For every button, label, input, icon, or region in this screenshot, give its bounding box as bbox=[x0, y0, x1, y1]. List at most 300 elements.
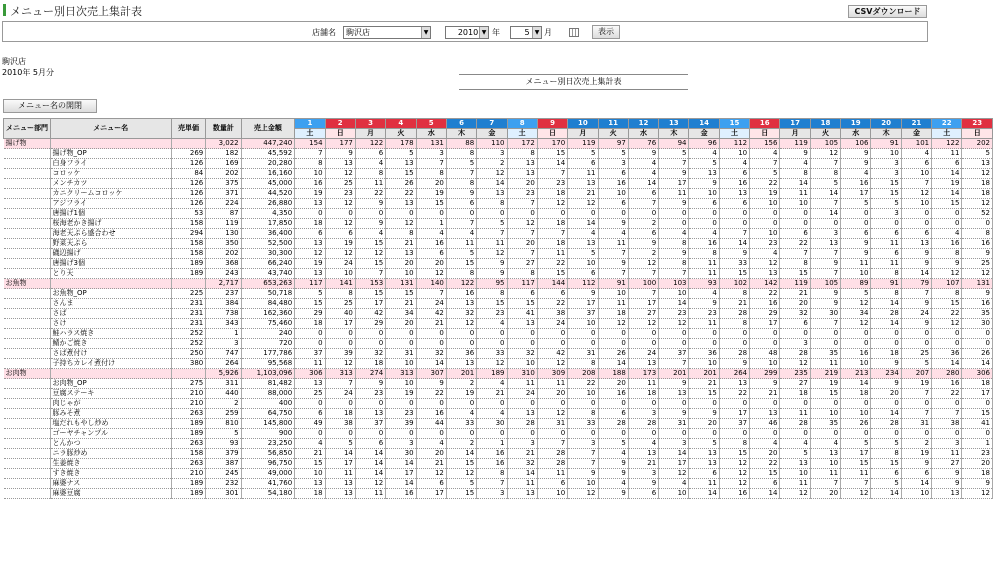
cell-day-value: 32 bbox=[355, 349, 385, 359]
cell-day-value: 4 bbox=[628, 169, 658, 179]
table-row bbox=[4, 249, 993, 259]
cell-day-value: 0 bbox=[659, 329, 689, 339]
cell-qty: 169 bbox=[206, 159, 241, 169]
cell-day-value: 14 bbox=[901, 479, 931, 489]
day-number-header: 16 bbox=[750, 119, 780, 129]
cell-day-value: 6 bbox=[901, 229, 931, 239]
cell-day-value: 117 bbox=[295, 279, 325, 289]
cell-day-value: 7 bbox=[507, 199, 537, 209]
cell-day-value: 17 bbox=[355, 299, 385, 309]
cell-day-value: 140 bbox=[416, 279, 446, 289]
cell-day-value: 0 bbox=[598, 209, 628, 219]
cell-day-value: 88 bbox=[446, 139, 476, 149]
cell-day-value: 10 bbox=[659, 489, 689, 499]
cell-day-value: 299 bbox=[750, 369, 780, 379]
cell-day-value: 11 bbox=[355, 489, 385, 499]
cell-price: 189 bbox=[171, 269, 205, 279]
cell-day-value: 5 bbox=[871, 199, 901, 209]
cell-day-value: 29 bbox=[295, 309, 325, 319]
cell-day-value: 0 bbox=[901, 399, 931, 409]
cell-day-value: 131 bbox=[386, 279, 416, 289]
cell-day-value: 3 bbox=[871, 159, 901, 169]
cell-day-value: 7 bbox=[477, 479, 507, 489]
cell-day-value: 16 bbox=[932, 379, 962, 389]
cell-day-value: 5 bbox=[901, 359, 931, 369]
cell-day-value: 14 bbox=[537, 159, 567, 169]
table-row bbox=[4, 199, 993, 209]
cell-price: 126 bbox=[171, 199, 205, 209]
day-number-header: 14 bbox=[689, 119, 719, 129]
cell-day-value: 11 bbox=[689, 479, 719, 489]
cell-day-value: 201 bbox=[446, 369, 476, 379]
month-select[interactable] bbox=[510, 26, 542, 39]
cell-day-value: 21 bbox=[416, 459, 446, 469]
cell-day-value: 7 bbox=[628, 269, 658, 279]
filter-bar bbox=[2, 21, 928, 42]
cell-day-value: 20 bbox=[962, 459, 993, 469]
cell-amount: 54,180 bbox=[241, 489, 295, 499]
cell-price: 263 bbox=[171, 439, 205, 449]
cell-day-value: 0 bbox=[416, 339, 446, 349]
cell-day-value: 12 bbox=[659, 469, 689, 479]
cell-day-value: 17 bbox=[416, 489, 446, 499]
table-row bbox=[4, 409, 993, 419]
cell-day-value: 142 bbox=[750, 279, 780, 289]
cell-day-value: 26 bbox=[962, 349, 993, 359]
cell-amount: 400 bbox=[241, 399, 295, 409]
cell-amount: 4,350 bbox=[241, 209, 295, 219]
cell-qty: 311 bbox=[206, 379, 241, 389]
cell-day-value: 7 bbox=[810, 199, 840, 209]
cell-day-value: 17 bbox=[659, 459, 689, 469]
cell-day-value: 173 bbox=[628, 369, 658, 379]
cell-day-value: 0 bbox=[750, 339, 780, 349]
weekday-header: 日 bbox=[962, 129, 993, 139]
cell-day-value: 3 bbox=[477, 149, 507, 159]
cell-day-value: 20 bbox=[507, 239, 537, 249]
cell-day-value: 11 bbox=[325, 469, 355, 479]
table-row bbox=[4, 439, 993, 449]
cell-day-value: 0 bbox=[962, 329, 993, 339]
cell-day-value: 14 bbox=[598, 359, 628, 369]
cell-day-value: 3 bbox=[780, 339, 810, 349]
cell-day-value: 0 bbox=[446, 329, 476, 339]
cell-day-value: 16 bbox=[416, 239, 446, 249]
cell-day-value: 14 bbox=[841, 379, 871, 389]
cell-day-value: 13 bbox=[386, 249, 416, 259]
cell-price: 269 bbox=[171, 149, 205, 159]
cell-day-value: 13 bbox=[325, 479, 355, 489]
cell-day-value: 11 bbox=[871, 259, 901, 269]
cell-day-value: 112 bbox=[719, 139, 749, 149]
cell-day-value: 96 bbox=[689, 139, 719, 149]
cell-name: アジフライ bbox=[50, 199, 171, 209]
cell-day-value: 0 bbox=[659, 209, 689, 219]
cell-day-value: 32 bbox=[507, 349, 537, 359]
day-number-header: 23 bbox=[962, 119, 993, 129]
cell-day-value: 13 bbox=[628, 359, 658, 369]
cell-day-value: 5 bbox=[750, 169, 780, 179]
header-qty: 数量計 bbox=[206, 119, 241, 139]
cell-dept bbox=[4, 379, 51, 389]
cell-price: 189 bbox=[171, 429, 205, 439]
sales-table bbox=[3, 118, 993, 499]
cell-day-value: 27 bbox=[628, 309, 658, 319]
table-row bbox=[4, 149, 993, 159]
cell-day-value: 141 bbox=[325, 279, 355, 289]
cell-day-value: 0 bbox=[416, 429, 446, 439]
cell-day-value: 107 bbox=[932, 279, 962, 289]
cell-day-value: 15 bbox=[446, 259, 476, 269]
cell-qty: 368 bbox=[206, 259, 241, 269]
cell-day-value: 16 bbox=[598, 179, 628, 189]
cell-day-value: 5 bbox=[386, 149, 416, 159]
cell-price: 210 bbox=[171, 399, 205, 409]
cell-day-value: 4 bbox=[659, 479, 689, 489]
cell-price: 231 bbox=[171, 319, 205, 329]
cell-day-value: 5 bbox=[568, 249, 598, 259]
cell-day-value: 9 bbox=[841, 149, 871, 159]
day-number-header: 4 bbox=[386, 119, 416, 129]
cell-price: 189 bbox=[171, 419, 205, 429]
cell-day-value: 18 bbox=[355, 359, 385, 369]
cell-day-value: 0 bbox=[689, 219, 719, 229]
cell-day-value: 4 bbox=[598, 229, 628, 239]
cell-day-value: 16 bbox=[750, 299, 780, 309]
weekday-header: 月 bbox=[780, 129, 810, 139]
table-row bbox=[4, 389, 993, 399]
weekday-header: 水 bbox=[416, 129, 446, 139]
weekday-header: 火 bbox=[598, 129, 628, 139]
cell-day-value: 112 bbox=[568, 279, 598, 289]
cell-day-value: 0 bbox=[932, 209, 962, 219]
cell-day-value: 11 bbox=[689, 319, 719, 329]
cell-amount: 50,718 bbox=[241, 289, 295, 299]
cell-day-value: 0 bbox=[750, 219, 780, 229]
cell-day-value: 48 bbox=[750, 349, 780, 359]
cell-day-value: 0 bbox=[325, 339, 355, 349]
cell-day-value: 24 bbox=[628, 349, 658, 359]
cell-day-value: 7 bbox=[598, 269, 628, 279]
cell-day-value: 13 bbox=[568, 179, 598, 189]
cell-day-value: 20 bbox=[750, 449, 780, 459]
cell-day-value: 4 bbox=[841, 169, 871, 179]
cell-day-value: 14 bbox=[355, 459, 385, 469]
cell-dept bbox=[4, 459, 51, 469]
cell-day-value: 19 bbox=[416, 189, 446, 199]
calendar-icon[interactable] bbox=[569, 28, 579, 37]
weekday-header: 水 bbox=[841, 129, 871, 139]
cell-day-value: 2 bbox=[628, 249, 658, 259]
cell-day-value: 6 bbox=[871, 229, 901, 239]
cell-day-value: 0 bbox=[446, 339, 476, 349]
cell-day-value: 12 bbox=[962, 489, 993, 499]
cell-day-value: 3 bbox=[568, 439, 598, 449]
cell-day-value: 10 bbox=[386, 359, 416, 369]
cell-day-value: 6 bbox=[901, 159, 931, 169]
cell-price: 189 bbox=[171, 479, 205, 489]
cell-day-value: 0 bbox=[932, 429, 962, 439]
cell-day-value: 18 bbox=[962, 469, 993, 479]
cell-day-value: 17 bbox=[568, 299, 598, 309]
year-select[interactable] bbox=[445, 26, 489, 39]
cell-day-value: 30 bbox=[962, 319, 993, 329]
table-row bbox=[4, 429, 993, 439]
cell-day-value: 0 bbox=[689, 429, 719, 439]
cell-price: 158 bbox=[171, 219, 205, 229]
cell-price: 225 bbox=[171, 289, 205, 299]
cell-day-value: 11 bbox=[568, 169, 598, 179]
cell-day-value: 9 bbox=[659, 169, 689, 179]
cell-day-value: 21 bbox=[477, 389, 507, 399]
cell-day-value: 0 bbox=[901, 329, 931, 339]
cell-qty: 202 bbox=[206, 169, 241, 179]
table-row bbox=[4, 379, 993, 389]
weekday-header: 火 bbox=[810, 129, 840, 139]
cell-day-value: 0 bbox=[386, 329, 416, 339]
cell-day-value: 6 bbox=[598, 169, 628, 179]
cell-day-value: 8 bbox=[568, 359, 598, 369]
cell-amount: 52,500 bbox=[241, 239, 295, 249]
cell-day-value: 9 bbox=[962, 289, 993, 299]
cell-day-value: 310 bbox=[507, 369, 537, 379]
cell-qty: 5 bbox=[206, 429, 241, 439]
day-number-header: 15 bbox=[719, 119, 749, 129]
cell-day-value: 172 bbox=[507, 139, 537, 149]
cell-day-value: 76 bbox=[628, 139, 658, 149]
cell-day-value: 13 bbox=[507, 409, 537, 419]
cell-day-value: 12 bbox=[386, 219, 416, 229]
cell-day-value: 18 bbox=[295, 219, 325, 229]
cell-day-value: 44 bbox=[416, 419, 446, 429]
cell-day-value: 131 bbox=[962, 279, 993, 289]
cell-day-value: 0 bbox=[507, 399, 537, 409]
page-title: メニュー別日次売上集計表 bbox=[10, 5, 142, 18]
cell-day-value: 9 bbox=[932, 469, 962, 479]
cell-day-value: 23 bbox=[507, 189, 537, 199]
cell-day-value: 14 bbox=[962, 359, 993, 369]
cell-day-value: 21 bbox=[416, 319, 446, 329]
cell-day-value: 14 bbox=[810, 209, 840, 219]
cell-day-value: 4 bbox=[750, 439, 780, 449]
cell-day-value: 22 bbox=[750, 459, 780, 469]
cell-day-value: 14 bbox=[871, 489, 901, 499]
cell-day-value: 10 bbox=[750, 359, 780, 369]
cell-name: 揚げ物_OP bbox=[50, 149, 171, 159]
cell-day-value: 34 bbox=[841, 309, 871, 319]
cell-day-value: 9 bbox=[901, 319, 931, 329]
cell-day-value: 13 bbox=[719, 189, 749, 199]
cell-day-value: 33 bbox=[477, 349, 507, 359]
cell-day-value: 7 bbox=[537, 439, 567, 449]
cell-day-value: 13 bbox=[446, 359, 476, 369]
cell-day-value: 39 bbox=[386, 419, 416, 429]
header-dept: メニュー部門 bbox=[4, 119, 51, 139]
cell-day-value: 0 bbox=[628, 399, 658, 409]
cell-name: 唐揚げ1個 bbox=[50, 209, 171, 219]
table-row bbox=[4, 399, 993, 409]
chevron-down-icon[interactable]: ▼ bbox=[421, 27, 430, 38]
cell-day-value: 0 bbox=[719, 219, 749, 229]
cell-day-value: 17 bbox=[719, 409, 749, 419]
cell-qty: 259 bbox=[206, 409, 241, 419]
cell-day-value: 0 bbox=[477, 339, 507, 349]
cell-day-value: 8 bbox=[507, 149, 537, 159]
cell-day-value: 6 bbox=[628, 229, 658, 239]
cell-amount: 145,800 bbox=[241, 419, 295, 429]
cell-dept bbox=[4, 299, 51, 309]
cell-amount: 96,750 bbox=[241, 459, 295, 469]
cell-day-value: 20 bbox=[386, 259, 416, 269]
cell-day-value: 11 bbox=[689, 269, 719, 279]
cell-day-value: 12 bbox=[568, 199, 598, 209]
cell-day-value: 16 bbox=[477, 459, 507, 469]
cell-day-value: 0 bbox=[537, 399, 567, 409]
cell-day-value: 280 bbox=[932, 369, 962, 379]
cell-day-value: 21 bbox=[628, 459, 658, 469]
cell-day-value: 22 bbox=[932, 389, 962, 399]
cell-day-value: 0 bbox=[295, 429, 325, 439]
cell-day-value: 7 bbox=[719, 229, 749, 239]
cell-day-value: 7 bbox=[901, 179, 931, 189]
cell-day-value: 20 bbox=[537, 389, 567, 399]
cell-day-value: 0 bbox=[719, 399, 749, 409]
cell-day-value: 15 bbox=[295, 299, 325, 309]
cell-day-value: 31 bbox=[568, 349, 598, 359]
table-row bbox=[4, 419, 993, 429]
cell-day-value: 307 bbox=[416, 369, 446, 379]
cell-day-value: 6 bbox=[416, 479, 446, 489]
table-row bbox=[4, 319, 993, 329]
cell-day-value: 15 bbox=[871, 459, 901, 469]
cell-day-value: 11 bbox=[659, 189, 689, 199]
cell-amount: 64,750 bbox=[241, 409, 295, 419]
show-button[interactable]: 表示 bbox=[592, 25, 620, 39]
cell-day-value: 9 bbox=[750, 379, 780, 389]
store-select[interactable] bbox=[343, 26, 431, 39]
cell-day-value: 4 bbox=[750, 149, 780, 159]
cell-day-value: 16 bbox=[416, 409, 446, 419]
cell-day-value: 3 bbox=[477, 489, 507, 499]
cell-day-value: 11 bbox=[841, 259, 871, 269]
cell-day-value: 0 bbox=[841, 209, 871, 219]
cell-day-value: 8 bbox=[871, 449, 901, 459]
cell-day-value: 24 bbox=[325, 259, 355, 269]
month-unit-label: 月 bbox=[544, 28, 552, 37]
cell-day-value: 14 bbox=[507, 469, 537, 479]
cell-day-value: 0 bbox=[932, 339, 962, 349]
cell-amount: 162,360 bbox=[241, 309, 295, 319]
cell-day-value: 18 bbox=[295, 489, 325, 499]
cell-day-value: 0 bbox=[750, 429, 780, 439]
cell-day-value: 19 bbox=[325, 239, 355, 249]
cell-day-value: 15 bbox=[871, 189, 901, 199]
cell-day-value: 10 bbox=[507, 359, 537, 369]
cell-day-value: 19 bbox=[386, 389, 416, 399]
chevron-down-icon[interactable]: ▼ bbox=[479, 27, 488, 38]
cell-day-value: 17 bbox=[750, 319, 780, 329]
cell-day-value: 11 bbox=[537, 249, 567, 259]
cell-day-value: 6 bbox=[689, 469, 719, 479]
cell-day-value: 22 bbox=[750, 179, 780, 189]
cell-day-value: 6 bbox=[871, 249, 901, 259]
cell-day-value: 11 bbox=[780, 479, 810, 489]
cell-day-value: 20 bbox=[689, 419, 719, 429]
cell-day-value: 0 bbox=[477, 429, 507, 439]
cell-day-value: 10 bbox=[386, 379, 416, 389]
table-row bbox=[4, 339, 993, 349]
cell-dept bbox=[4, 209, 51, 219]
cell-day-value: 4 bbox=[628, 159, 658, 169]
cell-day-value: 0 bbox=[386, 429, 416, 439]
cell-day-value: 10 bbox=[295, 469, 325, 479]
cell-day-value: 7 bbox=[355, 269, 385, 279]
cell-day-value: 4 bbox=[416, 229, 446, 239]
cell-amount: 43,740 bbox=[241, 269, 295, 279]
cell-day-value: 21 bbox=[386, 239, 416, 249]
cell-day-value: 13 bbox=[689, 169, 719, 179]
cell-day-value: 0 bbox=[810, 399, 840, 409]
cell-day-value: 101 bbox=[901, 139, 931, 149]
day-number-header: 19 bbox=[841, 119, 871, 129]
cell-qty: 93 bbox=[206, 439, 241, 449]
cell-day-value: 7 bbox=[780, 249, 810, 259]
cell-day-value: 0 bbox=[901, 219, 931, 229]
cell-day-value: 0 bbox=[962, 399, 993, 409]
cell-day-value: 23 bbox=[689, 309, 719, 319]
cell-day-value: 9 bbox=[962, 249, 993, 259]
csv-download-button[interactable]: CSVダウンロード bbox=[848, 5, 927, 18]
cell-day-value: 13 bbox=[568, 239, 598, 249]
cell-day-value: 6 bbox=[568, 269, 598, 279]
cell-day-value: 309 bbox=[537, 369, 567, 379]
cell-day-value: 94 bbox=[659, 139, 689, 149]
cell-day-value: 4 bbox=[719, 159, 749, 169]
cell-day-value: 9 bbox=[689, 409, 719, 419]
cell-dept bbox=[4, 469, 51, 479]
cell-day-value: 25 bbox=[901, 349, 931, 359]
cell-day-value: 4 bbox=[780, 439, 810, 449]
cell-amount: 20,280 bbox=[241, 159, 295, 169]
day-number-header: 9 bbox=[537, 119, 567, 129]
cell-day-value: 14 bbox=[325, 449, 355, 459]
cell-day-value: 5 bbox=[689, 159, 719, 169]
cell-day-value: 13 bbox=[689, 449, 719, 459]
cell-day-value: 14 bbox=[628, 179, 658, 189]
cell-day-value: 110 bbox=[477, 139, 507, 149]
cell-amount: 95,568 bbox=[241, 359, 295, 369]
cell-day-value: 14 bbox=[810, 189, 840, 199]
table-row bbox=[4, 289, 993, 299]
toggle-menu-names-button[interactable]: メニュー名の開閉 bbox=[3, 99, 97, 113]
cell-day-value: 13 bbox=[325, 159, 355, 169]
cell-day-value: 18 bbox=[325, 409, 355, 419]
cell-day-value: 0 bbox=[810, 329, 840, 339]
cell-day-value: 10 bbox=[689, 189, 719, 199]
cell-amount: 45,592 bbox=[241, 149, 295, 159]
cell-day-value: 306 bbox=[295, 369, 325, 379]
cell-day-value: 9 bbox=[628, 479, 658, 489]
cell-day-value: 0 bbox=[901, 339, 931, 349]
chevron-down-icon[interactable]: ▼ bbox=[532, 27, 541, 38]
cell-day-value: 19 bbox=[932, 179, 962, 189]
cell-name: 麻婆豆腐 bbox=[50, 489, 171, 499]
cell-day-value: 10 bbox=[689, 359, 719, 369]
cell-day-value: 17 bbox=[841, 189, 871, 199]
cell-price: 126 bbox=[171, 179, 205, 189]
cell-day-value: 8 bbox=[325, 289, 355, 299]
cell-day-value: 16 bbox=[932, 239, 962, 249]
